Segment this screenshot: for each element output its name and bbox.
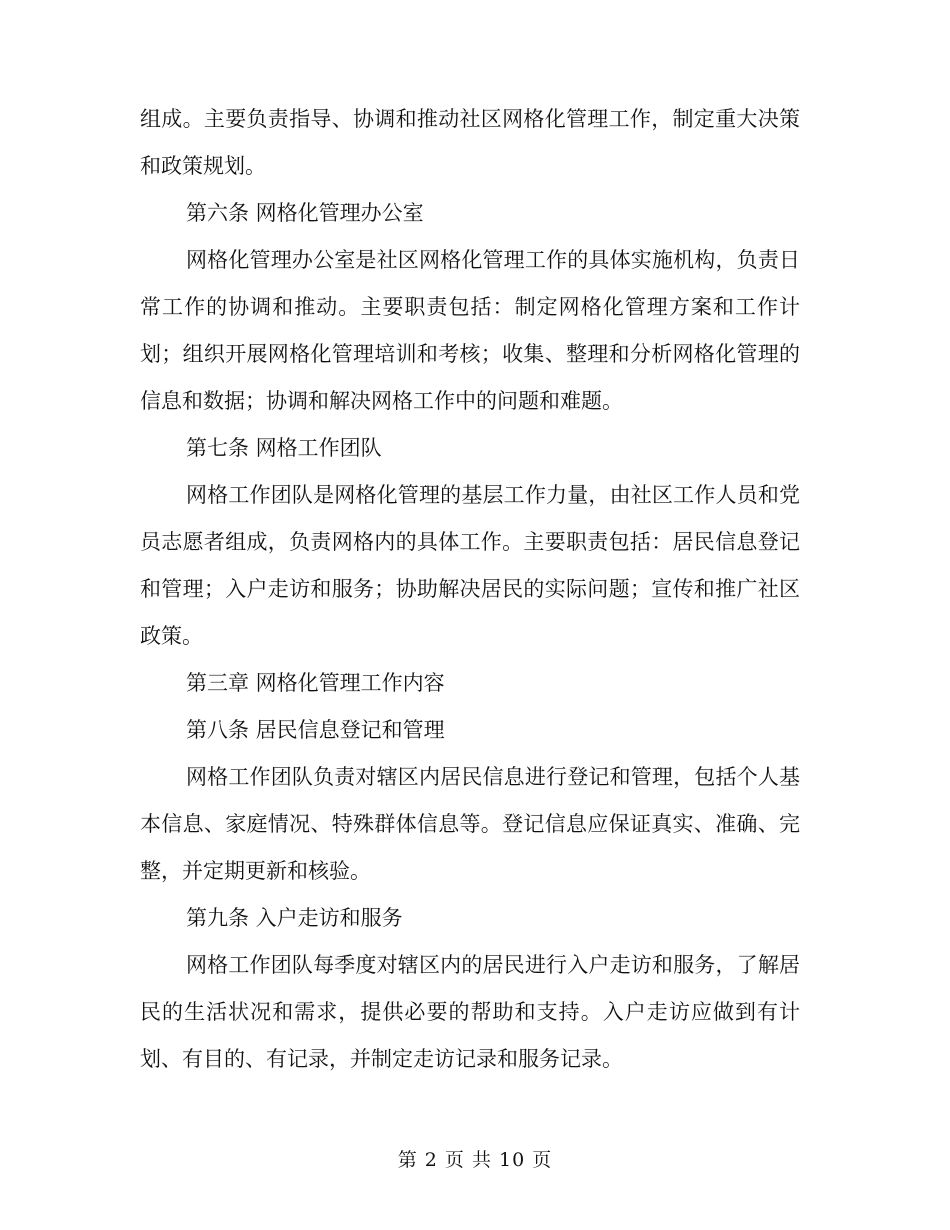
article-heading: 第六条 网格化管理办公室 <box>186 201 424 225</box>
article-heading: 第七条 网格工作团队 <box>186 436 382 460</box>
paragraph: 网格化管理办公室是社区网格化管理工作的具体实施机构，负责日常工作的协调和推动。主要职责包括：制定网格化管理方案和工作计划；组织开展网格化管理培训和考核；收集、整理和分析网格化管理的信息和数据；协调和解决网格工作中的问题和难题。 <box>140 248 800 413</box>
page-footer: 第 2 页 共 10 页 <box>397 1149 553 1171</box>
article-heading: 第八条 居民信息登记和管理 <box>186 718 445 742</box>
paragraph: 网格工作团队负责对辖区内居民信息进行登记和管理，包括个人基本信息、家庭情况、特殊群体信息等。登记信息应保证真实、准确、完整，并定期更新和核验。 <box>140 765 800 883</box>
paragraph: 组成。主要负责指导、协调和推动社区网格化管理工作，制定重大决策和政策规划。 <box>140 107 800 178</box>
chapter-heading: 第三章 网格化管理工作内容 <box>186 671 445 695</box>
document-body <box>140 96 800 1083</box>
article-heading: 第九条 入户走访和服务 <box>186 906 403 930</box>
paragraph: 网格工作团队每季度对辖区内的居民进行入户走访和服务，了解居民的生活状况和需求，提供必要的帮助和支持。入户走访应做到有计划、有目的、有记录，并制定走访记录和服务记录。 <box>140 953 800 1071</box>
paragraph: 网格工作团队是网格化管理的基层工作力量，由社区工作人员和党员志愿者组成，负责网格内的具体工作。主要职责包括：居民信息登记和管理；入户走访和服务；协助解决居民的实际问题；宣传和推广社区政策。 <box>140 483 800 648</box>
